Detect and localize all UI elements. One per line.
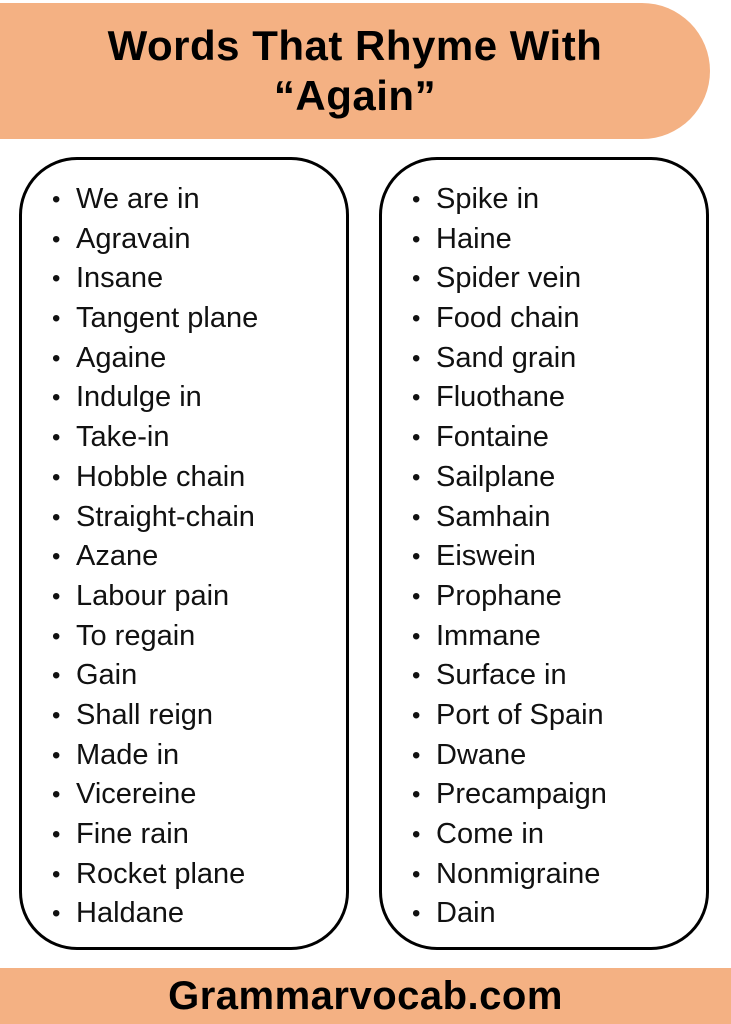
bullet-icon: • bbox=[52, 622, 61, 650]
word-text: Prophane bbox=[436, 579, 562, 612]
list-item bbox=[52, 736, 336, 776]
bullet-icon: • bbox=[412, 701, 421, 729]
right-word-list bbox=[412, 180, 696, 934]
bullet-icon: • bbox=[412, 741, 421, 769]
list-item bbox=[52, 339, 336, 379]
list-item bbox=[412, 696, 696, 736]
footer-banner bbox=[0, 968, 731, 1024]
word-text: Fontaine bbox=[436, 421, 549, 454]
word-text: Againe bbox=[76, 341, 167, 374]
word-text: Spider vein bbox=[436, 262, 582, 295]
list-item bbox=[412, 418, 696, 458]
word-text: Nonmigraine bbox=[436, 857, 601, 890]
bullet-icon: • bbox=[52, 463, 61, 491]
word-text: Made in bbox=[76, 738, 180, 771]
bullet-icon: • bbox=[412, 582, 421, 610]
bullet-icon: • bbox=[52, 186, 61, 213]
word-text: Hobble chain bbox=[76, 460, 246, 493]
bullet-icon: • bbox=[52, 900, 61, 928]
bullet-icon: • bbox=[52, 305, 61, 333]
word-text: Gain bbox=[76, 659, 138, 692]
list-item bbox=[52, 577, 336, 617]
list-item bbox=[52, 498, 336, 538]
list-item bbox=[412, 378, 696, 418]
list-item bbox=[412, 656, 696, 696]
bullet-icon: • bbox=[52, 424, 61, 452]
bullet-icon: • bbox=[412, 265, 421, 293]
word-text: To regain bbox=[76, 619, 196, 652]
bullet-icon: • bbox=[412, 384, 421, 412]
word-text: Shall reign bbox=[76, 698, 214, 731]
bullet-icon: • bbox=[412, 424, 421, 452]
word-text: Haldane bbox=[76, 897, 185, 930]
word-text: Labour pain bbox=[76, 579, 230, 612]
bullet-icon: • bbox=[412, 543, 421, 571]
list-item bbox=[412, 815, 696, 855]
word-text: Surface in bbox=[436, 659, 567, 692]
bullet-icon: • bbox=[52, 582, 61, 610]
word-text: Azane bbox=[76, 540, 159, 573]
word-text: Rocket plane bbox=[76, 857, 246, 890]
word-text: Come in bbox=[436, 818, 544, 850]
word-text: Samhain bbox=[436, 500, 551, 533]
bullet-icon: • bbox=[412, 662, 421, 690]
site-name: Grammarvocab.com bbox=[168, 973, 563, 1018]
list-item bbox=[412, 220, 696, 260]
bullet-icon: • bbox=[52, 701, 61, 729]
word-text: Fluothane bbox=[436, 381, 565, 414]
bullet-icon: • bbox=[52, 741, 61, 769]
bullet-icon: • bbox=[52, 503, 61, 531]
word-text: Precampaign bbox=[436, 778, 607, 811]
list-item bbox=[52, 815, 336, 855]
right-word-panel bbox=[379, 157, 709, 950]
list-item bbox=[412, 498, 696, 538]
list-item bbox=[412, 617, 696, 657]
list-item bbox=[52, 378, 336, 418]
list-item bbox=[52, 656, 336, 696]
word-text: Insane bbox=[76, 262, 164, 295]
word-text: Haine bbox=[436, 222, 512, 255]
list-item bbox=[52, 180, 336, 220]
bullet-icon: • bbox=[412, 186, 421, 213]
word-text: Sand grain bbox=[436, 341, 577, 374]
list-item bbox=[52, 299, 336, 339]
list-item bbox=[412, 577, 696, 617]
word-text: Eiswein bbox=[436, 540, 536, 573]
bullet-icon: • bbox=[52, 384, 61, 412]
list-item bbox=[412, 775, 696, 815]
word-text: Spike in bbox=[436, 183, 540, 215]
word-text: Port of Spain bbox=[436, 698, 604, 731]
list-item bbox=[52, 220, 336, 260]
bullet-icon: • bbox=[52, 781, 61, 809]
bullet-icon: • bbox=[412, 225, 421, 253]
list-item bbox=[52, 458, 336, 498]
list-item bbox=[52, 894, 336, 934]
bullet-icon: • bbox=[52, 860, 61, 888]
bullet-icon: • bbox=[412, 821, 421, 848]
list-item bbox=[52, 617, 336, 657]
left-word-list bbox=[52, 180, 336, 934]
word-text: Straight-chain bbox=[76, 500, 255, 533]
list-item bbox=[52, 775, 336, 815]
word-text: Dwane bbox=[436, 738, 527, 771]
list-item bbox=[412, 339, 696, 379]
list-item bbox=[412, 259, 696, 299]
list-item bbox=[52, 418, 336, 458]
bullet-icon: • bbox=[412, 503, 421, 531]
list-item bbox=[52, 537, 336, 577]
list-item bbox=[52, 259, 336, 299]
bullet-icon: • bbox=[412, 860, 421, 888]
bullet-icon: • bbox=[52, 265, 61, 293]
list-item bbox=[412, 736, 696, 776]
bullet-icon: • bbox=[412, 344, 421, 372]
word-text: We are in bbox=[76, 183, 200, 215]
list-item bbox=[412, 537, 696, 577]
bullet-icon: • bbox=[412, 622, 421, 650]
page-title-line-2: “Again” bbox=[273, 72, 437, 119]
list-item bbox=[412, 855, 696, 895]
page-title-line-1: Words That Rhyme With bbox=[107, 22, 603, 69]
word-text: Fine rain bbox=[76, 818, 189, 850]
bullet-icon: • bbox=[52, 225, 61, 253]
word-text: Sailplane bbox=[436, 460, 556, 493]
title-banner bbox=[0, 3, 710, 139]
bullet-icon: • bbox=[412, 781, 421, 809]
list-item bbox=[412, 299, 696, 339]
bullet-icon: • bbox=[52, 543, 61, 571]
word-text: Indulge in bbox=[76, 381, 202, 414]
word-text: Take-in bbox=[76, 421, 170, 454]
list-item bbox=[412, 458, 696, 498]
bullet-icon: • bbox=[412, 305, 421, 333]
word-text: Immane bbox=[436, 619, 541, 652]
list-item bbox=[52, 855, 336, 895]
list-item bbox=[412, 894, 696, 934]
bullet-icon: • bbox=[52, 662, 61, 690]
bullet-icon: • bbox=[52, 344, 61, 372]
bullet-icon: • bbox=[412, 463, 421, 491]
word-text: Agravain bbox=[76, 222, 191, 255]
word-text: Dain bbox=[436, 897, 496, 930]
list-item bbox=[412, 180, 696, 220]
word-text: Food chain bbox=[436, 302, 580, 335]
word-text: Vicereine bbox=[76, 778, 197, 811]
left-word-panel bbox=[19, 157, 349, 950]
bullet-icon: • bbox=[412, 900, 421, 928]
list-item bbox=[52, 696, 336, 736]
bullet-icon: • bbox=[52, 821, 61, 848]
word-text: Tangent plane bbox=[76, 302, 259, 335]
